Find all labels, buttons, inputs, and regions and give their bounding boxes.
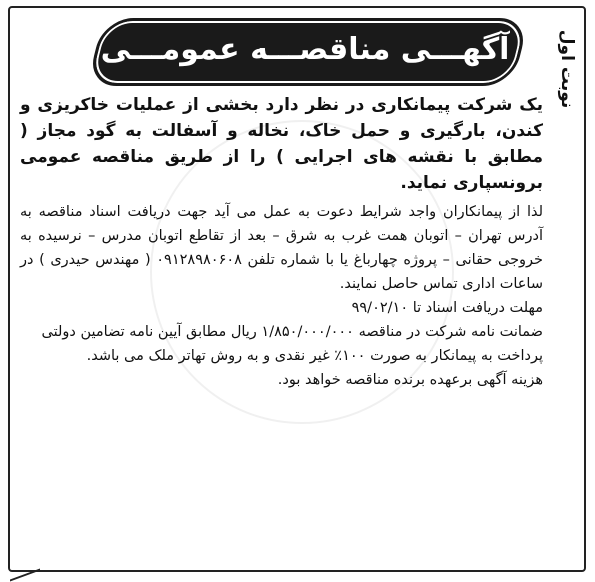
ad-body (20, 92, 543, 392)
body-paragraph-cost: هزینه آگهی برعهده برنده مناقصه خواهد بود. (277, 372, 543, 388)
body-paragraph-guarantee: ضمانت نامه شرکت در مناقصه ۱/۸۵۰/۰۰۰/۰۰۰ ریال مطابق آیین نامه تضامین دولتی (41, 324, 543, 340)
body-paragraph-deadline: مهلت دریافت اسناد تا ۹۹/۰۲/۱۰ (351, 300, 543, 316)
page-title: آگهـــی مناقصـــه عمومـــی (100, 31, 510, 67)
body-paragraph-contact: لذا از پیمانکاران واجد شرایط دعوت به عمل می آید جهت دریافت اسناد مناقصه به آدرس تهران – اتوبان همت غرب به شرق – بعد از تقاطع اتوبان مدرس – نرسیده به خروجی حقانی – پروژه چهارباغ یا با شماره تلفن ۰۹۱۲۸۹۸۰۶۰۸ ( مهندس حیدری ) در ساعات اداری تماس حاصل نمایند. (20, 204, 543, 292)
body-paragraph-payment: پرداخت به پیمانکار به صورت ۱۰۰٪ غیر نقدی و به روش تهاتر ملک می باشد. (86, 348, 543, 364)
edition-tag-label: نوبت اول (557, 29, 578, 109)
lead-paragraph: یک شرکت پیمانکاری در نظر دارد بخشی از عملیات خاکریزی و کندن، بارگیری و حمل خاک، نخاله و آسفالت به گود مجاز ( مطابق با نقشه های اجرایی ) را از طریق مناقصه عمومی برونسپاری نماید. (20, 95, 543, 193)
edition-tag (553, 24, 581, 114)
